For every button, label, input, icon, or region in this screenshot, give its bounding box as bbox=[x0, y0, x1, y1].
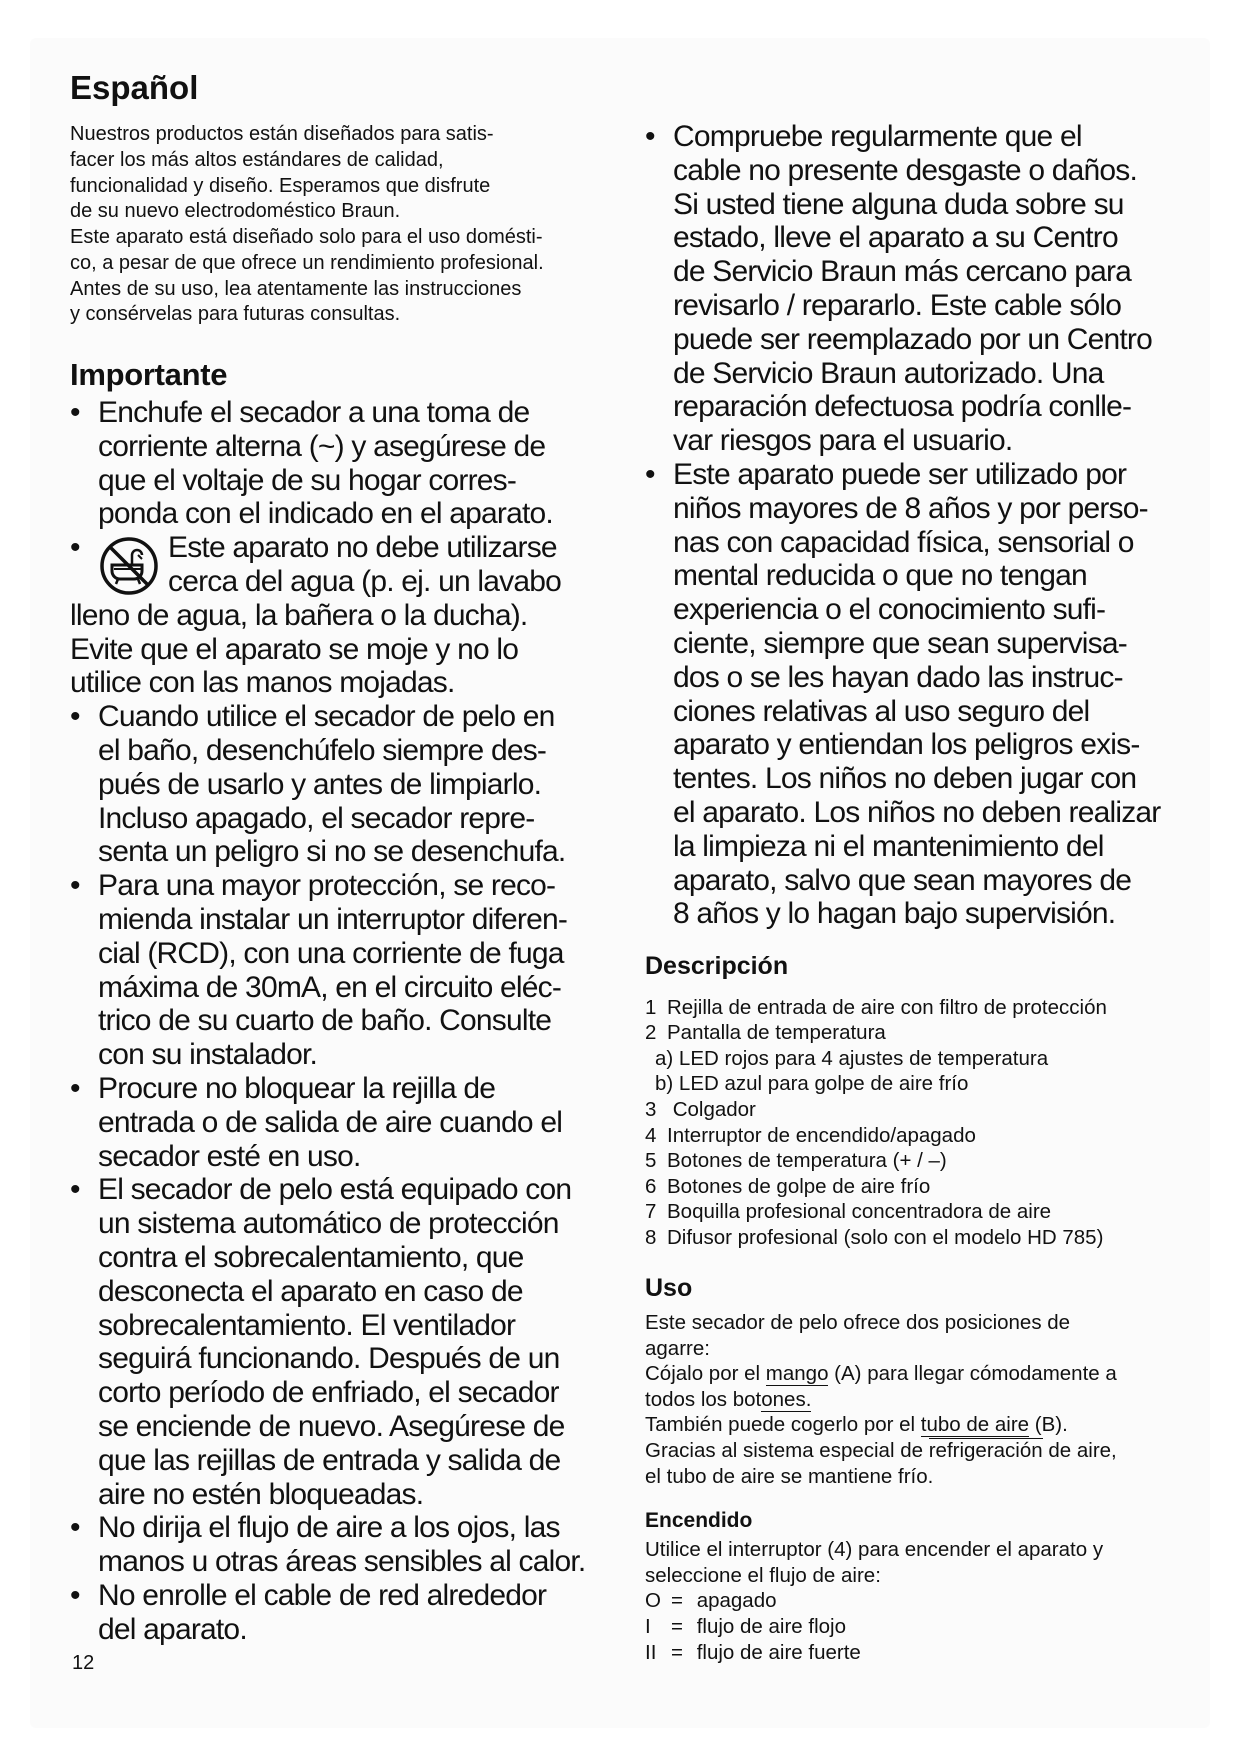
list-item bbox=[70, 700, 615, 869]
item-line: cerca del agua (p. ej. un lavabo bbox=[168, 565, 562, 598]
item-line: estado, lleve el aparato a su Centro bbox=[673, 221, 1118, 255]
bullet: • bbox=[70, 531, 80, 565]
item-line: de Servicio Braun más cercano para bbox=[673, 255, 1132, 289]
list-item bbox=[70, 1072, 615, 1173]
item-text: Pantalla de temperatura bbox=[667, 1021, 886, 1045]
underlined-term: ones. bbox=[761, 1387, 812, 1411]
item-number: 4 bbox=[645, 1123, 657, 1147]
list-item bbox=[645, 1588, 1190, 1614]
option-value: flujo de aire flojo bbox=[696, 1615, 846, 1638]
list-item bbox=[70, 1511, 615, 1579]
item-text: b) LED azul para golpe de aire frío bbox=[655, 1072, 969, 1096]
item-text: Colgador bbox=[667, 1098, 756, 1121]
overlined-term: refrigeración bbox=[928, 1439, 1043, 1463]
item-line: lleno de agua, la bañera o la ducha). bbox=[70, 598, 528, 632]
importante-list-continued bbox=[645, 120, 1190, 931]
bullet: • bbox=[70, 396, 80, 430]
item-number: 6 bbox=[645, 1174, 657, 1198]
item-line: Procure no bloquear la rejilla de bbox=[98, 1071, 496, 1105]
no-water-bath-icon bbox=[98, 535, 160, 597]
para-line: Este secador de pelo ofrece dos posiciones de bbox=[645, 1311, 1071, 1335]
item-line: sobrecalentamiento. El ventilador bbox=[98, 1308, 516, 1342]
item-number: 5 bbox=[645, 1149, 657, 1173]
list-item bbox=[645, 1640, 1190, 1666]
item-line: contra el sobrecalentamiento, que bbox=[98, 1240, 524, 1274]
list-item bbox=[645, 1071, 1190, 1097]
item-line: El secador de pelo está equipado con bbox=[98, 1173, 572, 1207]
encendido-heading: Encendido bbox=[645, 1509, 753, 1533]
uso-paragraph bbox=[645, 1310, 1190, 1489]
item-line: la limpieza ni el mantenimiento del bbox=[673, 829, 1104, 863]
option-value: apagado bbox=[696, 1589, 777, 1613]
item-line: un sistema automático de protección bbox=[98, 1207, 559, 1241]
item-line: Evite que el aparato se moje y no lo bbox=[70, 632, 519, 666]
intro-line: de su nuevo electrodoméstico Braun. bbox=[70, 200, 401, 223]
text-span: También puede cogerlo por el bbox=[645, 1413, 921, 1437]
item-line: ciones relativas al uso seguro del bbox=[673, 694, 1090, 728]
item-line: trico de su cuarto de baño. Consulte bbox=[98, 1004, 552, 1038]
item-line: de Servicio Braun autorizado. Una bbox=[673, 356, 1104, 390]
item-line: experiencia o el conocimiento sufi- bbox=[673, 593, 1106, 627]
para-line bbox=[645, 1438, 1190, 1464]
item-number: 8 bbox=[645, 1225, 657, 1249]
item-number: 3 bbox=[645, 1098, 657, 1121]
para-line: Utilice el interruptor (4) para encender el aparato y bbox=[645, 1538, 1104, 1562]
item-line: Enchufe el secador a una toma de bbox=[98, 396, 530, 430]
item-line: el baño, desenchúfelo siempre des- bbox=[98, 733, 547, 767]
bullet: • bbox=[70, 1578, 80, 1612]
item-text: Difusor profesional (solo con el modelo HD 785) bbox=[667, 1225, 1104, 1249]
para-line: seleccione el flujo de aire: bbox=[645, 1563, 881, 1587]
item-line: se enciende de nuevo. Asegúrese de bbox=[98, 1409, 565, 1443]
item-line: máxima de 30mA, en el circuito eléc- bbox=[98, 970, 562, 1004]
item-line: Si usted tiene alguna duda sobre su bbox=[673, 187, 1124, 221]
item-text: Rejilla de entrada de aire con filtro de protección bbox=[667, 995, 1107, 1019]
para-line: agarre: bbox=[645, 1336, 710, 1360]
list-item bbox=[645, 1148, 1190, 1174]
item-line: utilice con las manos mojadas. bbox=[70, 666, 455, 700]
item-line: ciente, siempre que sean supervisa- bbox=[673, 626, 1127, 660]
item-line: Este aparato puede ser utilizado por bbox=[673, 457, 1127, 491]
item-text: Botones de golpe de aire frío bbox=[667, 1174, 931, 1198]
item-line: aparato, salvo que sean mayores de bbox=[673, 863, 1132, 897]
item-line: aire no estén bloqueadas. bbox=[98, 1477, 424, 1511]
item-line: niños mayores de 8 años y por perso- bbox=[673, 491, 1148, 525]
list-item bbox=[645, 458, 1190, 931]
bullet: • bbox=[645, 120, 655, 153]
item-line: Para una mayor protección, se reco- bbox=[98, 869, 556, 903]
encendido-paragraph bbox=[645, 1537, 1190, 1588]
item-text: Boquilla profesional concentradora de aire bbox=[667, 1200, 1052, 1224]
text-span: todos los bot bbox=[645, 1387, 762, 1411]
intro-line: Nuestros productos están diseñados para satis- bbox=[70, 123, 494, 146]
uso-heading: Uso bbox=[645, 1273, 693, 1302]
option-eq: = bbox=[671, 1589, 683, 1613]
option-value: flujo de aire fuerte bbox=[696, 1640, 861, 1664]
item-line: 8 años y lo hagan bajo supervisión. bbox=[673, 897, 1116, 931]
para-line bbox=[645, 1361, 1190, 1387]
bullet: • bbox=[70, 869, 80, 903]
intro-line: co, a pesar de que ofrece un rendimiento profesional. bbox=[70, 251, 544, 274]
intro-line: Antes de su uso, lea atentamente las instrucciones bbox=[70, 277, 522, 300]
item-line: que las rejillas de entrada y salida de bbox=[98, 1443, 561, 1477]
item-line: cable no presente desgaste o daños. bbox=[673, 153, 1138, 187]
descripcion-heading: Descripción bbox=[645, 952, 789, 981]
item-text: Botones de temperatura (+ / –) bbox=[667, 1149, 947, 1173]
importante-heading: Importante bbox=[70, 356, 228, 392]
item-number: 2 bbox=[645, 1021, 657, 1045]
item-line: var riesgos para el usuario. bbox=[673, 424, 1013, 458]
item-line: nas con capacidad física, sensorial o bbox=[673, 525, 1134, 559]
item-line: pués de usarlo y antes de limpiarlo. bbox=[98, 767, 542, 801]
item-line: corto período de enfriado, el secador bbox=[98, 1376, 559, 1410]
list-item bbox=[70, 1173, 615, 1511]
item-line: No enrolle el cable de red alrededor bbox=[98, 1578, 547, 1612]
list-item bbox=[645, 995, 1190, 1021]
item-line: reparación defectuosa podría conlle- bbox=[673, 390, 1132, 424]
underlined-term: mango bbox=[765, 1362, 829, 1386]
descripcion-list bbox=[645, 995, 1190, 1251]
item-line: No dirija el flujo de aire a los ojos, las bbox=[98, 1511, 560, 1545]
importante-list bbox=[70, 396, 615, 1646]
page-title: Español bbox=[70, 69, 199, 106]
option-key: O bbox=[645, 1589, 661, 1613]
item-line: entrada o de salida de aire cuando el bbox=[98, 1105, 563, 1139]
para-line bbox=[645, 1412, 1190, 1438]
text-span: Gracias al sistema especial de bbox=[645, 1439, 929, 1463]
text-span: de aire, bbox=[1042, 1439, 1117, 1463]
list-item bbox=[70, 1579, 615, 1647]
list-item bbox=[645, 1614, 1190, 1640]
intro-line: funcionalidad y diseño. Esperamos que disfrute bbox=[70, 174, 491, 197]
bullet: • bbox=[70, 700, 80, 734]
para-line bbox=[645, 1387, 1190, 1413]
item-number: 1 bbox=[645, 995, 657, 1019]
item-line: tentes. Los niños no deben jugar con bbox=[673, 762, 1137, 796]
list-item-water-warning bbox=[70, 531, 615, 700]
item-line: cial (RCD), con una corriente de fuga bbox=[98, 936, 564, 970]
bullet: • bbox=[70, 1511, 80, 1545]
list-item bbox=[70, 396, 615, 531]
item-line: senta un peligro si no se desenchufa. bbox=[98, 835, 566, 869]
intro-line: facer los más altos estándares de calidad, bbox=[70, 149, 444, 171]
item-line: secador esté en uso. bbox=[98, 1139, 361, 1173]
list-item bbox=[645, 120, 1190, 458]
option-eq: = bbox=[671, 1615, 683, 1638]
para-line: el tubo de aire se mantiene frío. bbox=[645, 1464, 934, 1488]
list-item bbox=[645, 1174, 1190, 1200]
item-line: corriente alterna (~) y asegúrese de bbox=[98, 429, 546, 463]
intro-line: y consérvelas para futuras consultas. bbox=[70, 303, 401, 326]
list-item bbox=[645, 1123, 1190, 1149]
list-item bbox=[645, 1225, 1190, 1251]
item-line: mienda instalar un interruptor diferen- bbox=[98, 902, 568, 936]
item-line: seguirá funcionando. Después de un bbox=[98, 1342, 560, 1376]
item-line: puede ser reemplazado por un Centro bbox=[673, 322, 1152, 356]
item-line: dos o se les hayan dado las instruc- bbox=[673, 660, 1123, 694]
item-number: 7 bbox=[645, 1200, 657, 1224]
list-item bbox=[70, 869, 615, 1072]
item-line: el aparato. Los niños no deben realizar bbox=[673, 795, 1161, 829]
list-item bbox=[645, 1097, 1190, 1123]
option-key: II bbox=[645, 1640, 657, 1664]
left-column bbox=[70, 70, 615, 1647]
item-line: revisarlo / repararlo. Este cable sólo bbox=[673, 288, 1122, 322]
item-line: que el voltaje de su hogar corres- bbox=[98, 463, 517, 497]
bullet: • bbox=[645, 457, 655, 491]
bullet: • bbox=[70, 1071, 80, 1105]
underlined-term: tubo de aire bbox=[920, 1413, 1030, 1437]
intro-line: Este aparato está diseñado solo para el uso domésti- bbox=[70, 226, 543, 249]
text-span: (A) para llegar cómodamente a bbox=[828, 1362, 1117, 1386]
bullet: • bbox=[70, 1173, 80, 1207]
item-line: Compruebe regularmente que el bbox=[673, 120, 1082, 153]
option-key: I bbox=[645, 1615, 651, 1638]
item-line: Cuando utilice el secador de pelo en bbox=[98, 700, 555, 734]
text-span: (B). bbox=[1029, 1413, 1068, 1437]
item-line: desconecta el aparato en caso de bbox=[98, 1274, 523, 1308]
item-line: Incluso apagado, el secador repre- bbox=[98, 801, 535, 835]
text-span: Cójalo por el bbox=[645, 1362, 766, 1386]
switch-options-list bbox=[645, 1588, 1190, 1665]
list-item bbox=[645, 1020, 1190, 1046]
item-line: aparato y entiendan los peligros exis- bbox=[673, 728, 1140, 762]
item-line: Este aparato no debe utilizarse bbox=[168, 531, 557, 565]
list-item bbox=[645, 1199, 1190, 1225]
item-text: a) LED rojos para 4 ajustes de temperatura bbox=[655, 1046, 1049, 1070]
item-text: Interruptor de encendido/apagado bbox=[667, 1123, 976, 1147]
list-item bbox=[645, 1046, 1190, 1072]
item-line: mental reducida o que no tengan bbox=[673, 559, 1087, 593]
option-eq: = bbox=[671, 1640, 683, 1664]
item-line: manos u otras áreas sensibles al calor. bbox=[98, 1545, 586, 1579]
item-line: con su instalador. bbox=[98, 1038, 318, 1072]
page-number: 12 bbox=[72, 1652, 95, 1674]
right-column bbox=[645, 120, 1190, 1665]
item-line: del aparato. bbox=[98, 1612, 247, 1646]
intro-paragraph bbox=[70, 122, 615, 328]
item-line: ponda con el indicado en el aparato. bbox=[98, 497, 553, 531]
